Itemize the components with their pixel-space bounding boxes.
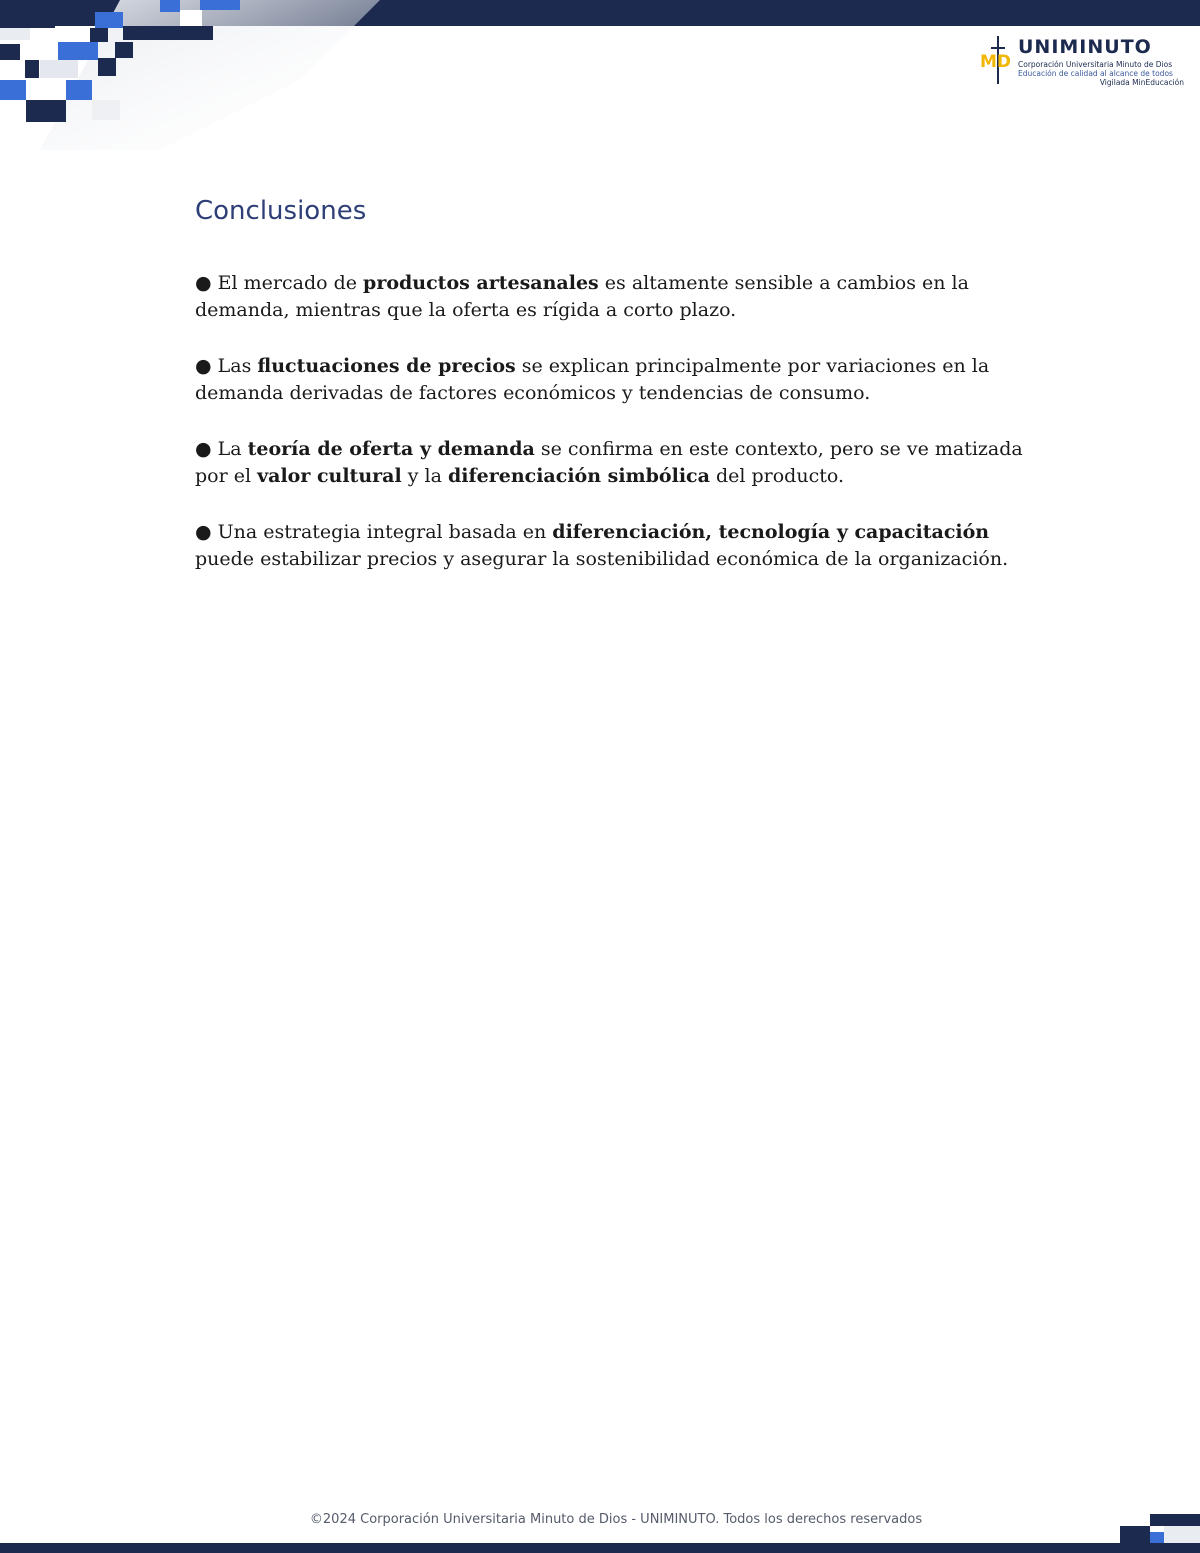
page-title: Conclusiones <box>195 196 367 226</box>
conclusions-list <box>195 270 1045 602</box>
decorative-squares <box>0 0 380 150</box>
item-text: se confirma en este contexto, pero se ve matizada por el <box>195 438 1023 487</box>
item-bold: diferenciación simbólica <box>447 465 710 487</box>
item-text: Las <box>217 355 258 377</box>
item-text: del producto. <box>709 465 845 487</box>
logo-slogan: Educación de calidad al alcance de todos <box>1018 69 1173 78</box>
list-item <box>195 353 1045 407</box>
footer-bar <box>0 1543 1200 1553</box>
item-bold: fluctuaciones de precios <box>257 355 516 377</box>
logo-monogram: MD <box>980 52 1012 72</box>
bullet: ● <box>195 355 212 377</box>
item-text: Una estrategia integral basada en <box>217 521 553 543</box>
bullet: ● <box>195 521 212 543</box>
logo-name: UNIMINUTO <box>1018 36 1152 58</box>
bullet: ● <box>195 438 212 460</box>
list-item <box>195 436 1045 490</box>
list-item <box>195 519 1045 573</box>
item-bold: valor cultural <box>257 465 402 487</box>
item-text: y la <box>401 465 448 487</box>
item-bold: diferenciación, tecnología y capacitación <box>552 521 990 543</box>
logo-vigilada: Vigilada MinEducación <box>1099 78 1184 87</box>
uniminuto-monogram-icon <box>978 34 1018 86</box>
item-text: El mercado de <box>217 272 364 294</box>
logo-subtitle: Corporación Universitaria Minuto de Dios <box>1018 60 1173 69</box>
item-text: es altamente sensible a cambios en la demanda, mientras que la oferta es rígida a corto plazo. <box>195 272 969 321</box>
item-bold: productos artesanales <box>363 272 599 294</box>
bullet: ● <box>195 272 212 294</box>
item-text: puede estabilizar precios y asegurar la sostenibilidad económica de la organización. <box>195 548 1009 570</box>
item-bold: teoría de oferta y demanda <box>247 438 535 460</box>
footer-copyright: ©2024 Corporación Universitaria Minuto de Dios - UNIMINUTO. Todos los derechos reservados <box>309 1512 923 1527</box>
item-text: La <box>217 438 248 460</box>
item-text: se explican principalmente por variaciones en la demanda derivadas de factores económicos y tendencias de consumo. <box>195 355 990 404</box>
list-item <box>195 270 1045 324</box>
uniminuto-logo <box>978 34 1184 90</box>
